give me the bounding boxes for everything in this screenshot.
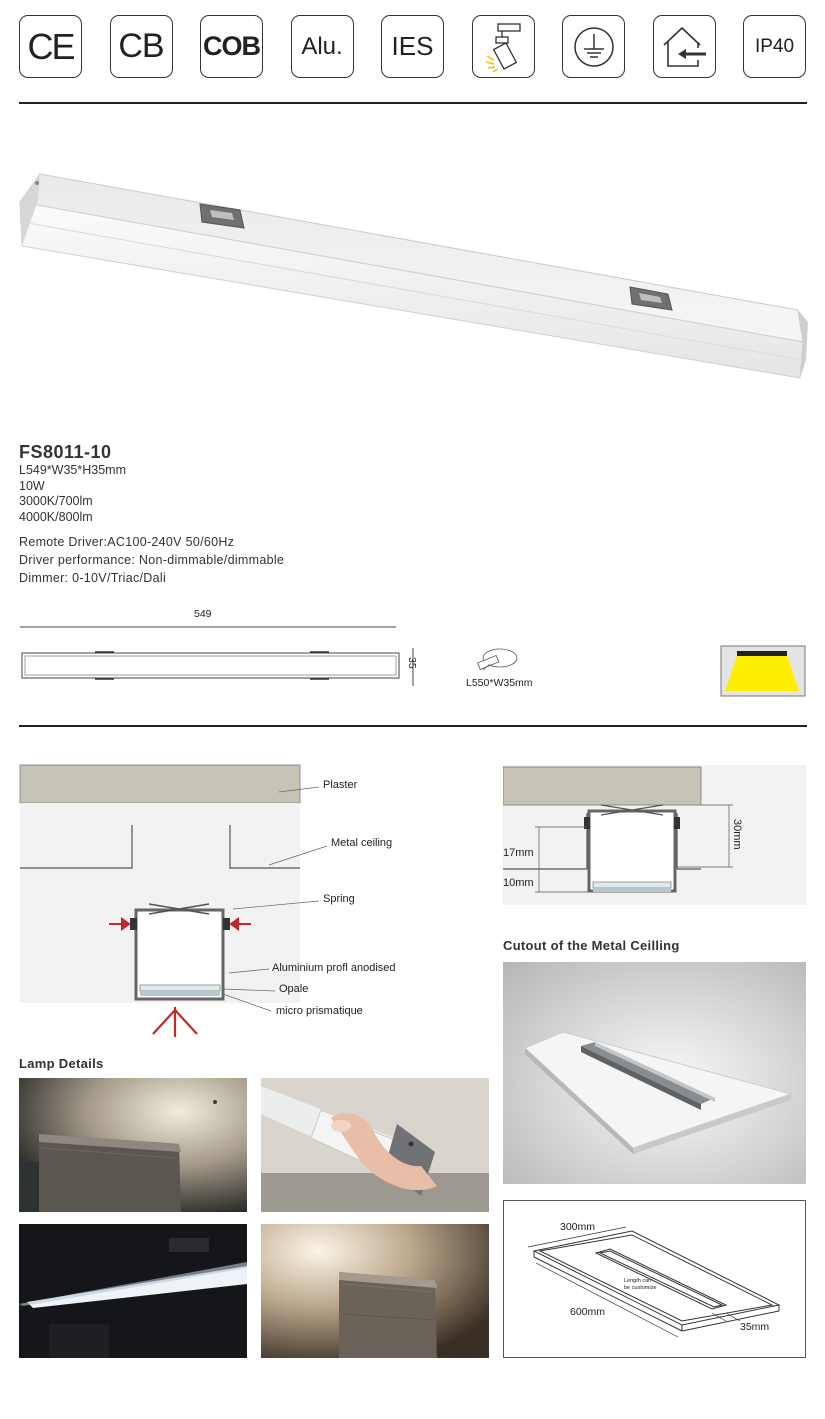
cutout-symbol xyxy=(478,649,517,670)
spec-size: L549*W35*H35mm xyxy=(19,463,126,477)
cutout-frame-drawing xyxy=(503,1200,806,1358)
metal-ceiling-label: Metal ceiling xyxy=(331,837,393,849)
lamp-detail-photo-2 xyxy=(261,1078,489,1212)
opale-label: Opale xyxy=(279,983,309,995)
top-divider xyxy=(19,102,807,104)
length-note-line2: be customize xyxy=(624,1285,657,1291)
cob-badge-label: COB xyxy=(203,31,260,61)
length-label: 549 xyxy=(194,608,212,620)
dim-600mm-label: 600mm xyxy=(570,1306,606,1318)
micro-prismatique-label: micro prismatique xyxy=(276,1005,363,1017)
cutout-section-title: Cutout of the Metal Ceilling xyxy=(503,938,680,953)
cob-badge xyxy=(200,15,263,78)
ip40-badge xyxy=(743,15,806,78)
beam-housing xyxy=(737,651,787,656)
dim-10mm-label: 10mm xyxy=(503,877,534,889)
side-view-drawing xyxy=(0,600,825,710)
lamp-detail-photo-4 xyxy=(261,1224,489,1358)
ce-badge-label: CE xyxy=(27,25,74,67)
installation-diagram xyxy=(19,762,489,1042)
dim-35mm-label: 35mm xyxy=(740,1321,770,1333)
track-spotlight-icon xyxy=(472,15,535,78)
model-number: FS8011-10 xyxy=(19,442,112,462)
cross-section-drawing xyxy=(503,765,806,905)
spec-3000k: 3000K/700lm xyxy=(19,494,93,508)
plaster-label: Plaster xyxy=(323,779,358,791)
driver-spec: Remote Driver:AC100-240V 50/60Hz xyxy=(19,535,235,549)
indoor-house-icon xyxy=(653,15,716,78)
product-hero-image xyxy=(18,160,808,390)
lamp-details-title: Lamp Details xyxy=(19,1056,104,1071)
aluminium-profile-label: Aluminium profl anodised xyxy=(272,962,396,974)
alu-badge xyxy=(291,15,354,78)
middle-divider xyxy=(19,725,807,727)
cb-badge xyxy=(110,15,173,78)
certification-badges xyxy=(19,15,807,79)
spring-label: Spring xyxy=(323,893,355,905)
push-up-arrow xyxy=(153,1007,197,1037)
height-label: 35 xyxy=(406,657,418,669)
length-note-line1: Length can xyxy=(624,1278,652,1284)
dim-17mm-label: 17mm xyxy=(503,847,534,859)
ce-badge xyxy=(19,15,82,78)
cutout-render-image xyxy=(503,962,806,1184)
ip40-badge-label: IP40 xyxy=(754,35,795,57)
lamp-detail-photo-3 xyxy=(19,1224,247,1358)
spec-wattage: 10W xyxy=(19,478,45,493)
dimmer-spec: Dimmer: 0-10V/Triac/Dali xyxy=(19,571,167,585)
lamp-detail-photo-1 xyxy=(19,1078,247,1212)
ies-badge xyxy=(381,15,444,78)
dimension-drawing xyxy=(0,600,825,710)
beam-light xyxy=(725,656,799,691)
spec-4000k: 4000K/800lm xyxy=(19,509,93,524)
ground-symbol-icon xyxy=(562,15,625,78)
dim-300mm-label: 300mm xyxy=(560,1221,596,1233)
cb-badge-label: CB xyxy=(118,27,164,65)
driver-performance: Driver performance: Non-dimmable/dimmable xyxy=(19,553,285,567)
product-spec-block xyxy=(19,442,439,587)
ies-badge-label: IES xyxy=(391,31,434,61)
alu-badge-label: Alu. xyxy=(301,32,343,60)
cutout-size-label: L550*W35mm xyxy=(466,677,533,689)
dim-30mm-label: 30mm xyxy=(731,819,743,850)
